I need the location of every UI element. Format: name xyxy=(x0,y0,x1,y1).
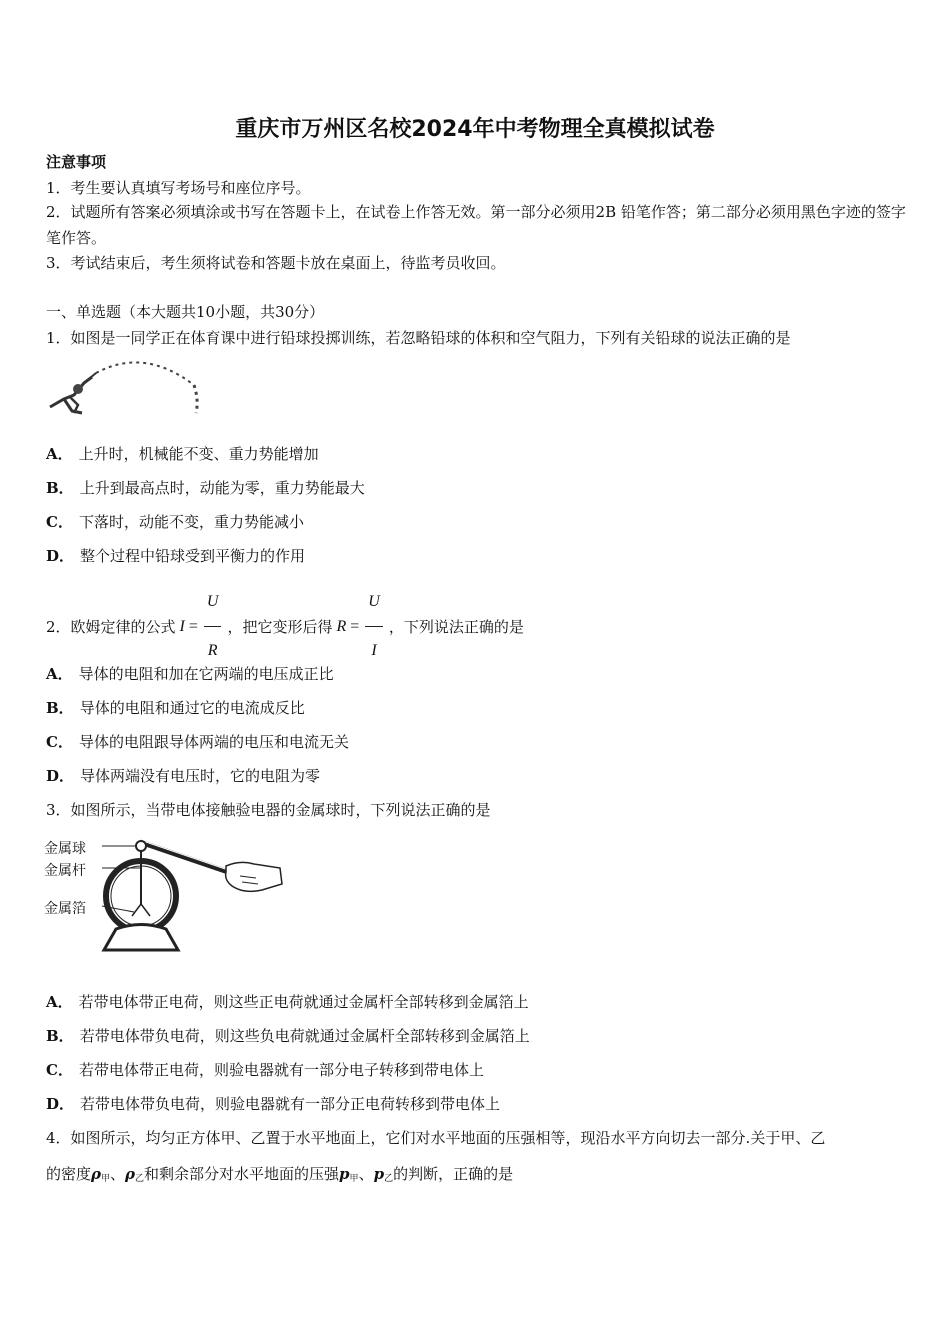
label-metal-rod: 金属杆 xyxy=(44,863,86,879)
q1-option-a: A． 上升时，机械能不变、重力势能增加 xyxy=(46,445,319,463)
q3-option-b: B． 若带电体带负电荷，则这些负电荷就通过金属杆全部转移到金属箔上 xyxy=(46,1027,530,1045)
q2-option-c: C． 导体的电阻跟导体两端的电压和电流无关 xyxy=(46,733,349,751)
notice-item-2: 2．试题所有答案必须填涂或书写在答题卡上，在试卷上作答无效。第一部分必须用2B 铅笔作答；第二部分必须用黑色字迹的签字笔作答。 xyxy=(46,203,906,247)
question-1-stem: 1．如图是一同学正在体育课中进行铅球投掷训练，若忽略铅球的体积和空气阻力，下列有关铅球的说法正确的是 xyxy=(46,329,791,347)
q3-option-c: C． 若带电体带正电荷，则验电器就有一部分电子转移到带电体上 xyxy=(46,1061,484,1079)
notice-item-3: 3．考试结束后，考生须将试卷和答题卡放在桌面上，待监考员收回。 xyxy=(46,254,506,272)
question-4-line-2: 的密度$\rho_甲$、$\rho_乙$和剩余部分对水平地面的压强$p_甲$、$p_乙$的判断，正确的是 xyxy=(46,1165,514,1184)
q2-option-a: A． 导体的电阻和加在它两端的电压成正比 xyxy=(46,665,334,683)
notice-heading: 注意事项 xyxy=(46,153,107,171)
page-title: 重庆市万州区名校2024年中考物理全真模拟试卷 xyxy=(235,117,715,142)
q2-option-b: B． 导体的电阻和通过它的电流成反比 xyxy=(46,699,305,717)
q3-option-a: A． 若带电体带正电荷，则这些正电荷就通过金属杆全部转移到金属箔上 xyxy=(46,993,529,1011)
notice-item-1: 1．考生要认真填写考场号和座位序号。 xyxy=(46,179,311,197)
formula-resistance: R = $\frac{U}{I}$ xyxy=(336,580,384,673)
section-heading: 一、单选题（本大题共10小题，共30分） xyxy=(46,303,325,321)
q3-option-d: D． 若带电体带负电荷，则验电器就有一部分正电荷转移到带电体上 xyxy=(46,1095,501,1113)
q2-option-d: D． 导体两端没有电压时，它的电阻为零 xyxy=(46,767,321,785)
shot-put-figure xyxy=(44,355,214,420)
q1-option-b: B． 上升到最高点时，动能为零，重力势能最大 xyxy=(46,479,365,497)
q1-option-d: D． 整个过程中铅球受到平衡力的作用 xyxy=(46,547,306,565)
label-metal-ball: 金属球 xyxy=(44,841,86,857)
question-2-stem: 2．欧姆定律的公式 I = $\frac{U}{R}$ ，把它变形后得 R = $\frac{U}{I}$ ，下列说法正确的是 xyxy=(46,580,524,673)
electroscope-figure xyxy=(44,834,294,954)
question-3-stem: 3．如图所示，当带电体接触验电器的金属球时，下列说法正确的是 xyxy=(46,801,491,819)
formula-ohm: I = $\frac{U}{R}$ xyxy=(180,580,224,673)
question-4-line-1: 4．如图所示，均匀正方体甲、乙置于水平地面上，它们对水平地面的压强相等，现沿水平方向切去一部分.关于甲、乙 xyxy=(46,1129,826,1147)
label-metal-foil: 金属箔 xyxy=(44,901,86,917)
q1-option-c: C． 下落时，动能不变，重力势能减小 xyxy=(46,513,304,531)
